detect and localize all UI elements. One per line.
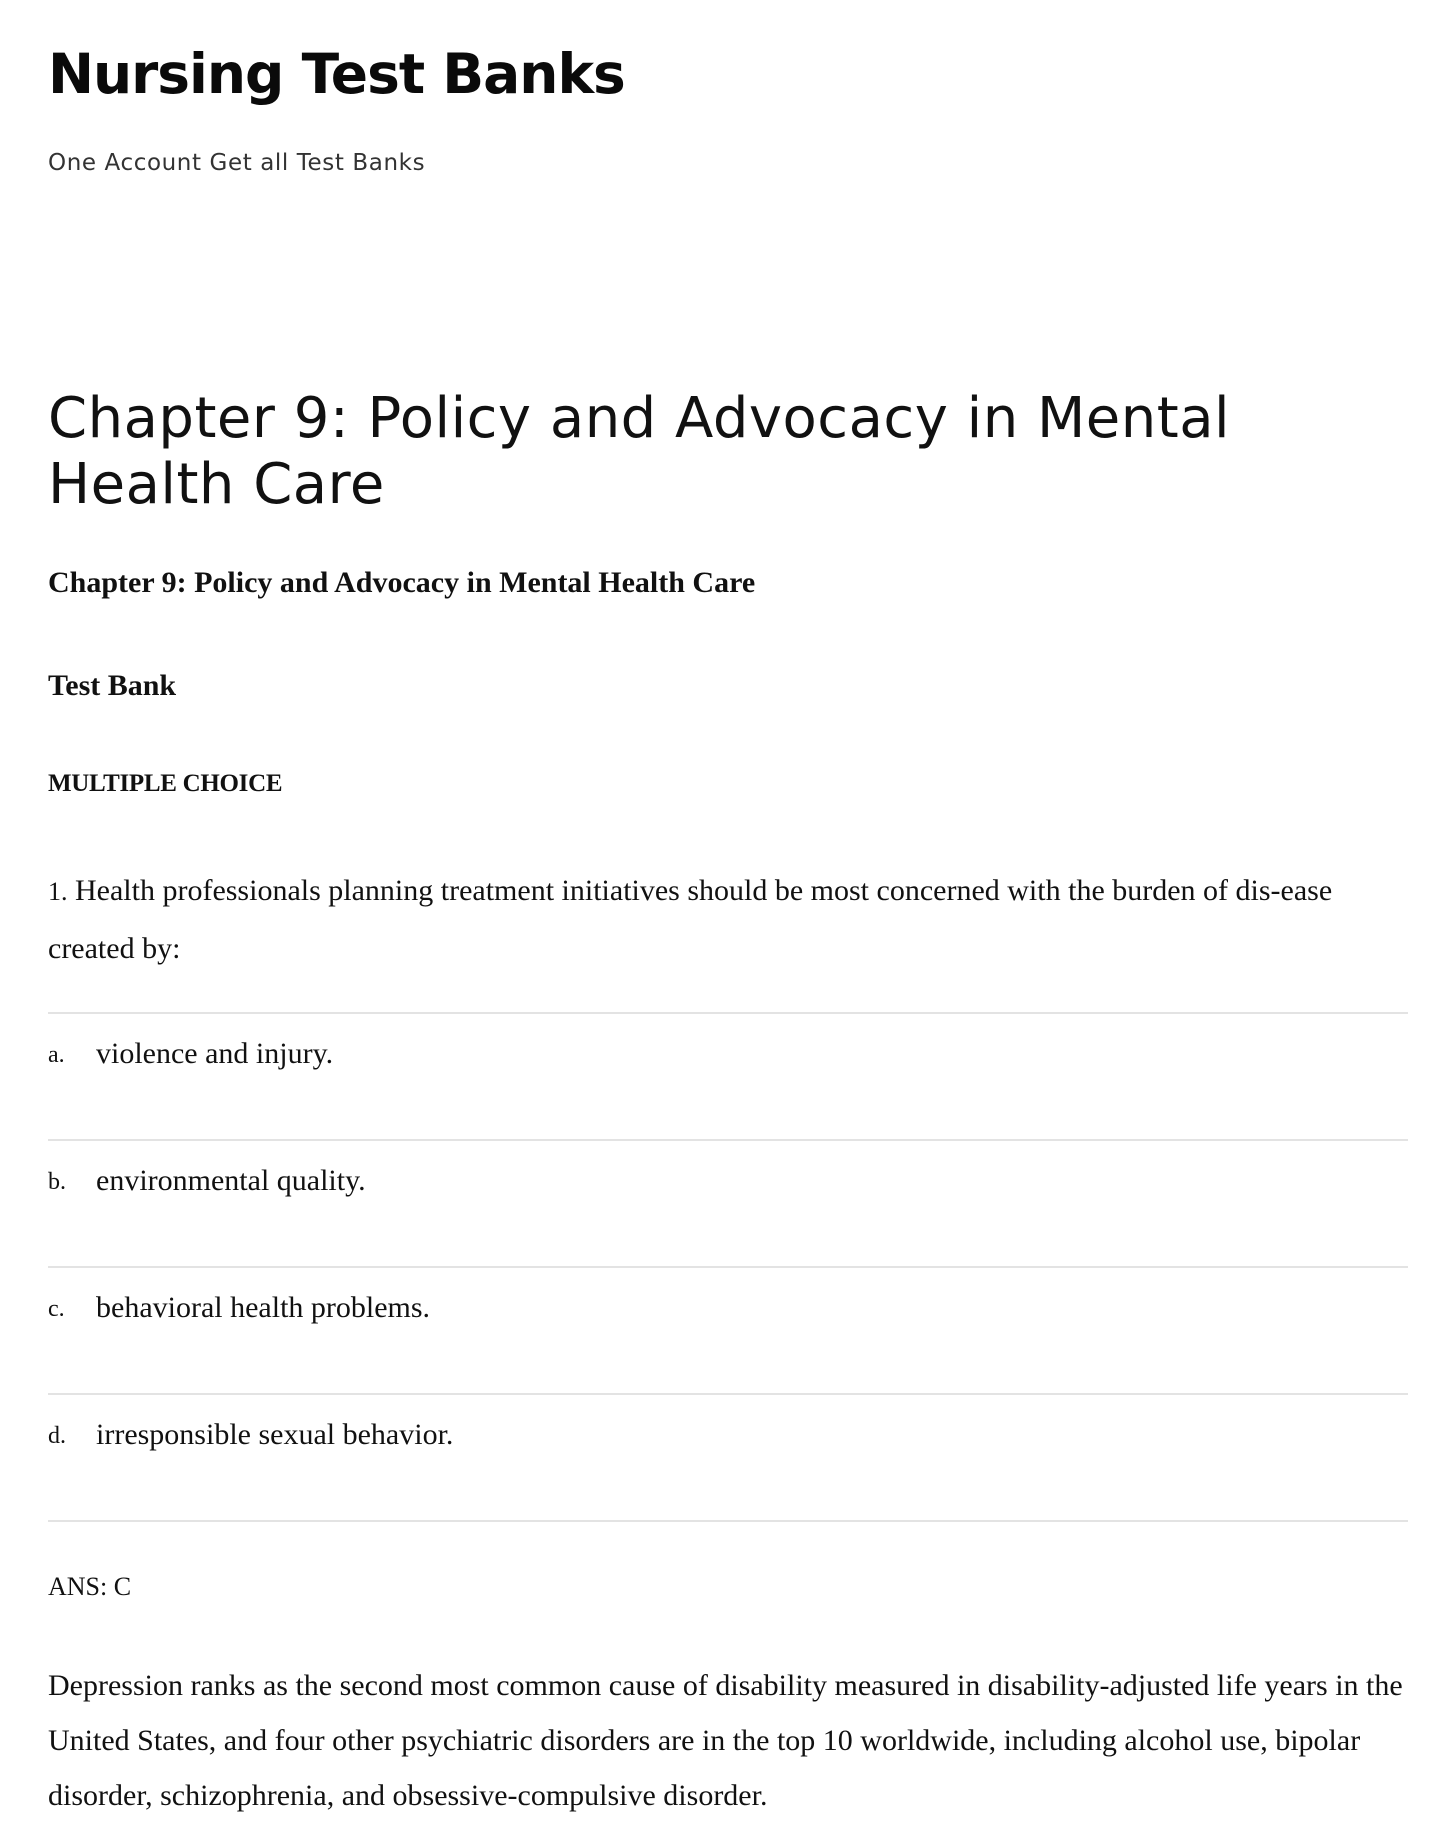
chapter-subtitle: Chapter 9: Policy and Advocacy in Mental Health Care [48,566,756,599]
site-tagline: One Account Get all Test Banks [48,150,426,176]
choices-table [48,1012,1408,1522]
choice-text: environmental quality. [96,1164,366,1197]
choice-letter: c. [48,1296,65,1322]
post-title: Chapter 9: Policy and Advocacy in Mental Health Care [48,386,1231,517]
question-number: 1. [48,877,68,906]
choice-text: irresponsible sexual behavior. [96,1418,454,1451]
choice-letter: d. [48,1423,66,1449]
rationale-text: Depression ranks as the second most common cause of disability measured in disability-adjusted life years in the United States, and four other psychiatric disorders are in the top 10 worldwide, including alcohol use, bipolar disorder, schizophrenia, and obsessive-compulsive disorder. [48,1669,1403,1812]
choice-letter: a. [48,1042,65,1068]
choice-text: violence and injury. [96,1037,334,1070]
site-title[interactable]: Nursing Test Banks [48,42,625,106]
choice-row-a [48,1014,1408,1141]
choice-row-d [48,1395,1408,1522]
answer-key: ANS: C [48,1572,132,1601]
question-body: Health professionals planning treatment initiatives should be most concerned with the burden of dis-ease created by: [48,874,1333,965]
choice-letter: b. [48,1169,66,1195]
choice-text: behavioral health problems. [96,1291,431,1324]
choice-row-b [48,1141,1408,1268]
test-bank-label: Test Bank [48,669,177,702]
question-text [48,862,1408,977]
choice-row-c [48,1268,1408,1395]
section-label: MULTIPLE CHOICE [48,770,283,797]
